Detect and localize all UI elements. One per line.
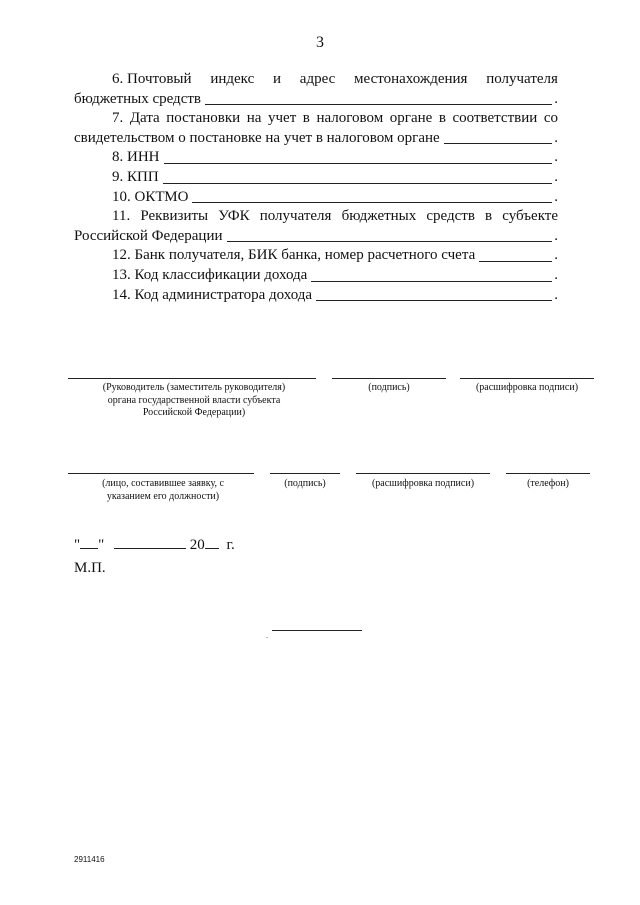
end-mark: . [554,90,558,107]
quote-close: " [98,537,105,553]
field-6-word: индекс [210,71,255,87]
end-mark: . [554,168,558,185]
year-suffix: г. [226,537,235,553]
field-12-blank[interactable] [479,260,552,262]
year-blank[interactable] [205,536,219,549]
field-11-blank[interactable] [227,240,553,242]
field-13 [74,266,558,286]
field-7-blank[interactable] [444,142,553,144]
field-10 [74,188,558,208]
head-sign-line[interactable] [332,378,446,379]
head-signature-line[interactable] [68,378,316,379]
month-blank[interactable] [114,536,186,549]
day-blank[interactable] [80,536,98,549]
phone-line[interactable] [506,473,590,474]
quote-open: " [74,537,81,553]
field-6-line2 [74,90,558,110]
field-11-label: Российской Федерации [74,227,223,244]
field-6-word: местонахождения [354,71,468,87]
field-12-label: 12. Банк получателя, БИК банка, номер расчетного счета [112,247,476,264]
field-13-blank[interactable] [311,280,552,282]
field-8-blank[interactable] [164,162,553,164]
field-6-line1 [74,70,558,90]
field-10-label: 10. ОКТМО [112,188,189,205]
field-11-line1: 11. Реквизиты УФК получателя бюджетных средств в субъекте [112,208,558,225]
field-9 [74,168,558,188]
end-mark: . [554,247,558,264]
field-11-line2 [74,227,558,247]
head-sign-caption: (подпись) [368,382,410,393]
dot-mark: . [266,631,268,640]
field-8-label: 8. ИНН [112,149,160,166]
field-10-blank[interactable] [192,201,552,203]
field-7-label: свидетельством о постановке на учет в налоговом органе [74,129,440,146]
end-mark: . [554,188,558,205]
field-6-word: 6. Почтовый [112,71,192,87]
field-6-word: получателя [486,71,558,87]
field-13-label: 13. Код классификации дохода [112,266,308,283]
person-sign-line[interactable] [270,473,340,474]
head-decoding-line[interactable] [460,378,594,379]
document-code: 2911416 [74,855,105,864]
person-decoding-line[interactable] [356,473,490,474]
person-caption: (лицо, составившее заявку, с указанием его должности) [102,478,224,502]
person-signature-line[interactable] [68,473,254,474]
field-9-blank[interactable] [163,182,553,184]
field-12 [74,246,558,266]
person-sign-caption: (подпись) [284,478,326,489]
page-number: 3 [316,34,324,51]
head-decoding-caption: (расшифровка подписи) [475,382,579,393]
field-6-label: бюджетных средств [74,90,201,107]
field-6-word: и [273,71,282,87]
end-mark: . [554,129,558,146]
end-mark: . [554,149,558,166]
field-14-blank[interactable] [316,299,552,301]
end-mark: . [554,286,558,303]
date-line [74,536,235,554]
end-mark: . [554,227,558,244]
stamp-mark: М.П. [74,560,106,576]
head-caption: (Руководитель (заместитель руководителя) органа государственной власти субъекта Российской Федерации) [102,382,286,418]
field-9-label: 9. КПП [112,168,159,185]
field-6-blank[interactable] [205,103,552,105]
field-7-line1: 7. Дата постановки на учет в налоговом органе в соответствии со [112,110,558,127]
person-decoding-caption: (расшифровка подписи) [371,478,475,489]
field-14 [74,286,558,306]
field-6-word: адрес [299,71,336,87]
field-8 [74,148,558,168]
field-7-line2 [74,129,558,149]
end-rule [272,630,362,631]
form-fields [74,70,558,305]
end-mark: . [554,266,558,283]
phone-caption: (телефон) [527,478,569,489]
field-14-label: 14. Код администратора дохода [112,286,313,303]
year-prefix: 20 [189,537,205,553]
